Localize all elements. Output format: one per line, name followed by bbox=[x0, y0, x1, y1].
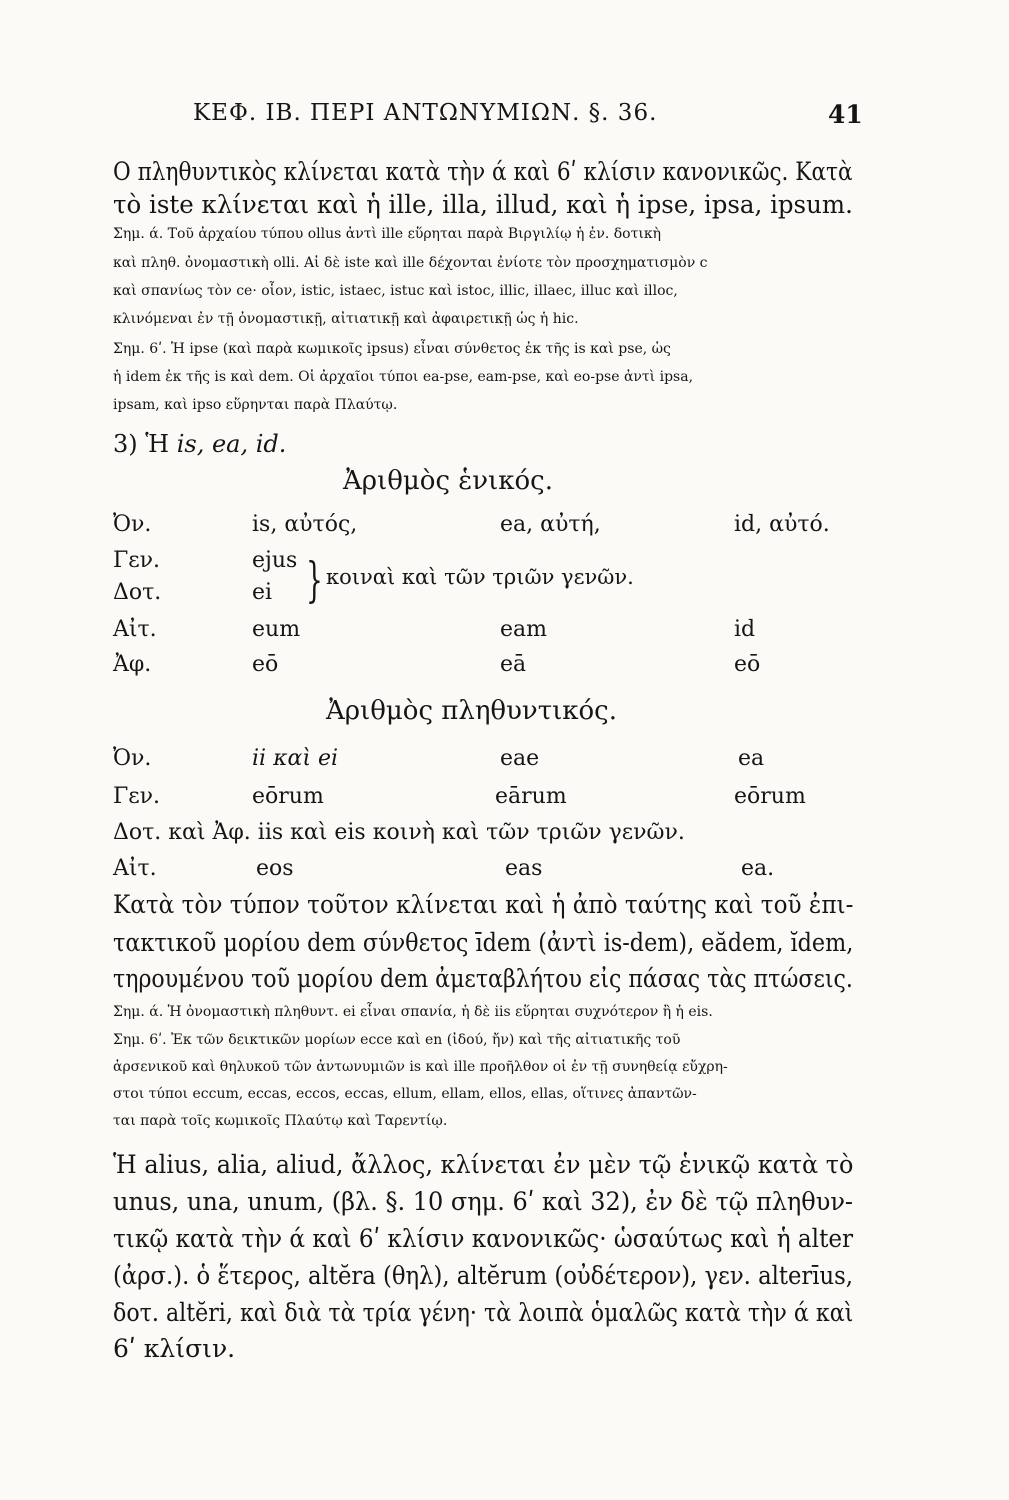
form-neuter: id bbox=[734, 617, 756, 642]
text-line: 6ʹ κλίσιν. bbox=[113, 1334, 236, 1363]
text-line: τηρουμένου τοῦ μορίου dem ἀμεταβλήτου εἰς πάσας τὰς πτώσεις. bbox=[113, 964, 853, 993]
footnote-line: ται παρὰ τοῖς κωμικοῖς Πλαύτῳ καὶ Ταρεντίῳ. bbox=[113, 1113, 448, 1129]
plural-title: Ἀριθμὸς πληθυντικός. bbox=[326, 696, 618, 726]
common-gender-note: κοιναὶ καὶ τῶν τριῶν γενῶν. bbox=[326, 565, 634, 589]
form-common: ejus bbox=[252, 548, 298, 573]
running-head: ΚΕΦ. ΙΒ. ΠΕΡΙ ΑΝΤΩΝΥΜΙΩΝ. §. 36. bbox=[193, 100, 658, 126]
footnote-line: ἡ idem ἐκ τῆς is καὶ dem. Οἱ ἀρχαῖοι τύποι ea-pse, eam-pse, καὶ eo-pse ἀντὶ ipsa, bbox=[113, 369, 694, 385]
form-masculine: is, αὐτός, bbox=[252, 512, 358, 537]
form-feminine: eārum bbox=[495, 784, 567, 809]
form-common: ei bbox=[252, 580, 273, 605]
form-neuter: id, αὐτό. bbox=[734, 512, 830, 537]
section-forms: is, ea, id. bbox=[176, 430, 287, 458]
page-number: 41 bbox=[828, 100, 863, 129]
dat-abl-line: Δοτ. καὶ Ἀφ. iis καὶ eis κοινὴ καὶ τῶν τριῶν γενῶν. bbox=[113, 820, 685, 845]
footnote-line: Σημ. 6ʹ. Ἐκ τῶν δεικτικῶν μορίων ecce καὶ en (ἰδού, ἤν) καὶ τῆς αἰτιατικῆς τοῦ bbox=[113, 1032, 681, 1048]
case-label: Ὀν. bbox=[113, 746, 152, 771]
form-feminine: eam bbox=[500, 617, 547, 642]
case-label: Ὀν. bbox=[113, 512, 152, 537]
form-masculine: eos bbox=[256, 856, 294, 881]
form-masculine: ii καὶ ei bbox=[252, 746, 339, 771]
footnote-line: Σημ. ά. Ἡ ὀνομαστικὴ πληθυντ. ei εἶναι σπανία, ἡ δὲ iis εὕρηται συχνότερον ἢ ἡ eis. bbox=[113, 1004, 713, 1020]
form-masculine: eō bbox=[252, 652, 279, 677]
footnote-line: κλινόμεναι ἐν τῇ ὀνομαστικῇ, αἰτιατικῇ καὶ ἀφαιρετικῇ ὡς ἡ hic. bbox=[113, 311, 579, 327]
case-label: Αἰτ. bbox=[113, 856, 157, 881]
footnote-line: Σημ. ά. Τοῦ ἀρχαίου τύπου ollus ἀντὶ ille εὕρηται παρὰ Βιργιλίῳ ἡ ἐν. δοτικὴ bbox=[113, 226, 661, 242]
case-label: Ἀφ. bbox=[113, 652, 152, 677]
form-feminine: eas bbox=[505, 856, 543, 881]
footnote-line: Σημ. 6ʹ. Ἡ ipse (καὶ παρὰ κωμικοῖς ipsus) εἶναι σύνθετος ἐκ τῆς is καὶ pse, ὡς bbox=[113, 341, 671, 357]
form-feminine: eae bbox=[500, 746, 540, 771]
form-feminine: eā bbox=[500, 652, 527, 677]
form-neuter: eōrum bbox=[734, 784, 806, 809]
case-label: Γεν. bbox=[113, 784, 161, 809]
text-line: Ο πληθυντικὸς κλίνεται κατὰ τὴν ά καὶ 6ʹ κλίσιν κανονικῶς. Κατὰ bbox=[113, 157, 853, 186]
text-line: Κατὰ τὸν τύπον τοῦτον κλίνεται καὶ ἡ ἀπὸ ταύτης καὶ τοῦ ἐπι- bbox=[113, 890, 854, 919]
text-line: τακτικοῦ μορίου dem σύνθετος īdem (ἀντὶ is-dem), eădem, ĭdem, bbox=[113, 928, 854, 957]
form-masculine: eōrum bbox=[252, 784, 324, 809]
footnote-line: καὶ σπανίως τὸν ce· οἷον, istic, istaec, istuc καὶ istoc, illic, illaec, illuc καὶ illoc, bbox=[113, 283, 678, 299]
singular-title: Ἀριθμὸς ἑνικός. bbox=[343, 466, 553, 496]
brace: } bbox=[306, 552, 323, 608]
text-line: δοτ. altĕri, καὶ διὰ τὰ τρία γένη· τὰ λοιπὰ ὁμαλῶς κατὰ τὴν ά καὶ bbox=[113, 1298, 854, 1327]
form-feminine: ea, αὐτή, bbox=[500, 512, 601, 537]
text-line: Ἡ alius, alia, aliud, ἄλλος, κλίνεται ἐν μὲν τῷ ἑνικῷ κατὰ τὸ bbox=[113, 1150, 854, 1179]
text-line: unus, una, unum, (βλ. §. 10 σημ. 6ʹ καὶ 32), ἐν δὲ τῷ πληθυν- bbox=[113, 1187, 854, 1216]
footnote-line: ipsam, καὶ ipso εὕρηνται παρὰ Πλαύτῳ. bbox=[113, 397, 398, 413]
footnote-line: στοι τύποι eccum, eccas, eccos, eccas, ellum, ellam, ellos, ellas, οἵτινες ἀπαντῶν- bbox=[113, 1086, 697, 1102]
footnote-line: ἀρσενικοῦ καὶ θηλυκοῦ τῶν ἀντωνυμιῶν is καὶ ille προῆλθον οἱ ἐν τῇ συνηθείᾳ εὔχρη- bbox=[113, 1059, 728, 1075]
section-label: 3) Ἡ bbox=[113, 430, 170, 458]
text-line: (ἀρσ.). ὁ ἕτερος, altĕra (θηλ), altĕrum (οὐδέτερον), γεν. alterīus, bbox=[113, 1261, 854, 1290]
case-label: Δοτ. bbox=[113, 580, 162, 605]
case-label: Αἰτ. bbox=[113, 617, 157, 642]
text-line: τὸ iste κλίνεται καὶ ἡ ille, illa, illud, καὶ ἡ ipse, ipsa, ipsum. bbox=[113, 190, 853, 219]
form-masculine: eum bbox=[252, 617, 301, 642]
form-neuter: ea bbox=[738, 746, 765, 771]
form-neuter: ea. bbox=[741, 856, 775, 881]
section-heading bbox=[113, 430, 286, 458]
text-line: τικῷ κατὰ τὴν ά καὶ 6ʹ κλίσιν κανονικῶς· ὡσαύτως καὶ ἡ alter bbox=[113, 1224, 854, 1253]
form-neuter: eō bbox=[734, 652, 761, 677]
case-label: Γεν. bbox=[113, 548, 161, 573]
footnote-line: καὶ πληθ. ὀνομαστικὴ olli. Αἱ δὲ iste καὶ ille δέχονται ἐνίοτε τὸν προσχηματισμὸν c bbox=[113, 255, 708, 271]
